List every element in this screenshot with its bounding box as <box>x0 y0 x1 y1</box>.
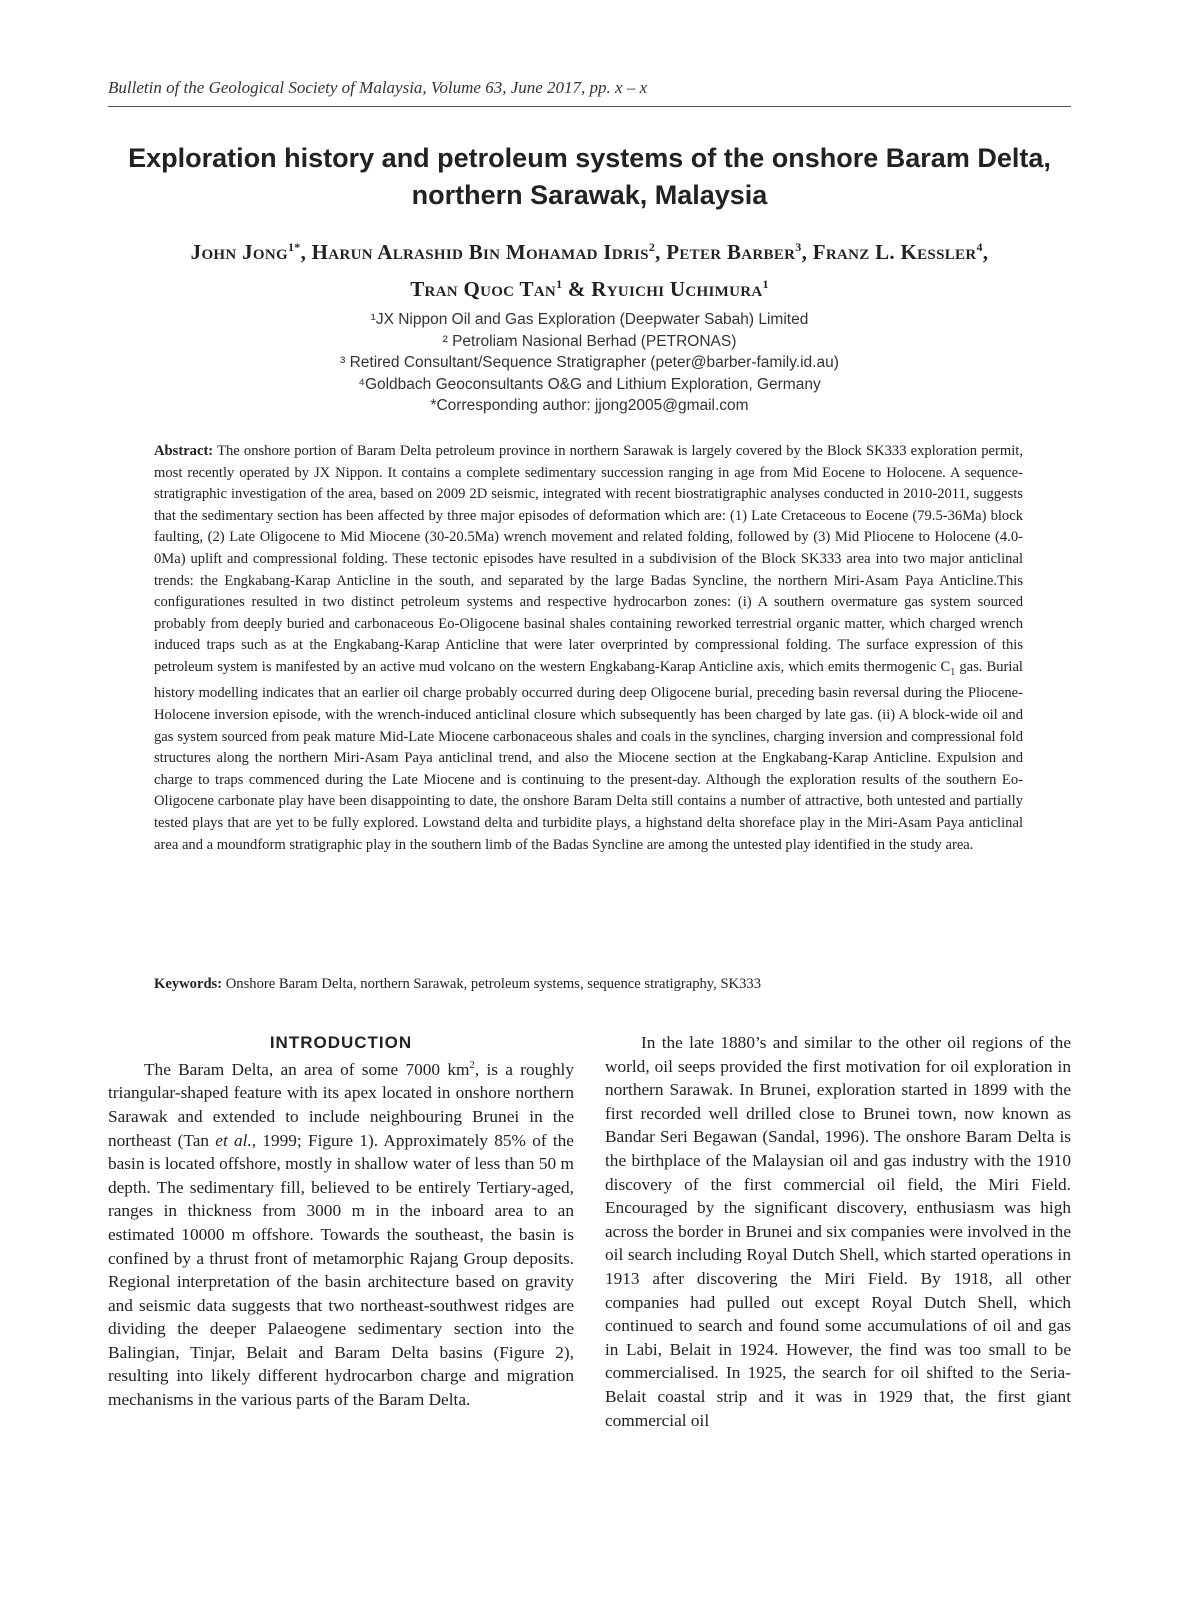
author-name: Peter Barber <box>666 240 796 264</box>
abstract-text: The onshore portion of Baram Delta petroleum province in northern Sarawak is largely covered by the Block SK333 exploration permit, most recently operated by JX Nippon. It contains a complete sedimentary succession ranging in age from Mid Eocene to Holocene. A sequence-stratigraphic investigation of the area, based on 2009 2D seismic, integrated with recent biostratigraphic analyses conducted in 2010-2011, suggests that the sedimentary section has been affected by three major episodes of deformation which are: (1) Late Cretaceous to Eocene (79.5-36Ma) block faulting, (2) Late Oligocene to Mid Miocene (30-20.5Ma) wrench movement and related folding, followed by (3) Mid Pliocene to Holocene (4.0-0Ma) uplift and compressional folding. These tectonic episodes have resulted in a subdivision of the Block SK333 area into two major anticlinal trends: the Engkabang-Karap Anticline in the south, and separated by the large Badas Syncline, the northern Miri-Asam Paya Anticline.This configurationes resulted in two distinct petroleum systems and respective hydrocarbon zones: (i) A southern overmature gas system sourced probably from deeply buried and carbonaceous Eo-Oligocene basinal shales containing reworked terrestrial organic matter, which charged wrench induced traps such as at the Engkabang-Karap Anticline that were later overprinted by compressional folding. The surface expression of this petroleum system is manifested by an active mud volcano on the western Engkabang-Karap Anticline axis, which emits thermogenic C <box>154 443 1023 675</box>
paragraph-text: The Baram Delta, an area of some 7000 km <box>144 1059 470 1079</box>
author-affiliation-mark: 1 <box>556 277 563 291</box>
paper-title: Exploration history and petroleum systems of the onshore Baram Delta, northern Sarawak, Malaysia <box>128 143 1051 210</box>
corresponding-author: *Corresponding author: jjong2005@gmail.com <box>430 397 749 414</box>
section-heading: INTRODUCTION <box>269 1033 413 1052</box>
author-name: Tran Quoc Tan <box>410 277 557 301</box>
body-column-left <box>108 1031 574 1412</box>
abstract <box>154 441 1023 856</box>
author-affiliation-mark: 1* <box>287 240 301 254</box>
affiliation-line: ¹JX Nippon Oil and Gas Exploration (Deepwater Sabah) Limited <box>370 311 809 328</box>
keywords <box>154 973 1023 995</box>
affiliation-line: ³ Retired Consultant/Sequence Stratigrapher (peter@barber-family.id.au) <box>340 354 839 371</box>
abstract-label: Abstract: <box>154 443 214 459</box>
author-separator: , <box>655 240 667 264</box>
running-header: Bulletin of the Geological Society of Malaysia, Volume 63, June 2017, pp. x – x <box>108 78 1071 107</box>
paragraph-text: , is a roughly triangular-shaped feature with its apex located in onshore northern Sarawak and extended to include neighbouring Brunei in the northeast (Tan <box>108 1059 574 1150</box>
affiliation-line: ² Petroliam Nasional Berhad (PETRONAS) <box>442 332 737 350</box>
author-name: Ryuichi Uchimura <box>591 277 763 301</box>
body-paragraph <box>108 1054 574 1412</box>
author-separator: , <box>300 240 312 264</box>
paragraph-text: , 1999; Figure 1). Approximately 85% of the basin is located offshore, mostly in shallow water of less than 50 m depth. The sedimentary fill, believed to be entirely Tertiary-aged, ranges in thickness from 3000 m in the inboard area to an estimated 10000 m offshore. Towards the southeast, the basin is confined by a thrust front of metamorphic Rajang Group deposits. Regional interpretation of the basin architecture based on gravity and seismic data suggests that two northeast-southwest ridges are dividing the deeper Palaeogene sedimentary section into the Balingian, Tinjar, Belait and Baram Delta basins (Figure 2), resulting into likely different hydrocarbon charge and migration mechanisms in the various parts of the Baram Delta. <box>108 1130 574 1410</box>
superscript: 2 <box>469 1059 475 1071</box>
body-paragraph: In the late 1880’s and similar to the other oil regions of the world, oil seeps provided the first motivation for oil exploration in northern Sarawak. In Brunei, exploration started in 1899 with the first recorded well drilled close to Brunei town, now known as Bandar Seri Begawan (Sandal, 1996). The onshore Baram Delta is the birthplace of the Malaysian oil and gas industry with the 1910 discovery of the first commercial oil field, the Miri Field. Encouraged by the significant discovery, enthusiasm was high across the border in Brunei and six companies were involved in the oil search including Royal Dutch Shell, which started operations in 1913 after discovering the Miri Field. By 1918, all other companies had pulled out except Royal Dutch Shell, which continued to search and found some accumulations of oil and gas in Labi, Belait in 1924. However, the find was too small to be commercialised. In 1925, the search for oil shifted to the Seria-Belait coastal strip and it was in 1929 that, the first giant commercial oil <box>605 1033 1071 1430</box>
author-affiliation-mark: 3 <box>795 240 802 254</box>
author-separator: , <box>801 240 813 264</box>
author-name: John Jong <box>190 240 288 264</box>
body-column-right <box>605 1031 1071 1432</box>
author-name: Harun Alrashid Bin Mohamad Idris <box>311 240 649 264</box>
abstract-text-continued: gas. Burial history modelling indicates that an earlier oil charge probably occurred during deep Oligocene burial, preceding basin reversal during the Pliocene-Holocene inversion episode, with the wrench-induced anticlinal closure which subsequently has been charged by late gas. (ii) A block-wide oil and gas system sourced from peak mature Mid-Late Miocene carbonaceous shales and coals in the synclines, charging inversion and compressional fold structures along the northern Miri-Asam Paya anticlinal trend, and also the Miocene section at the Engkabang-Karap Anticline. Expulsion and charge to traps commenced during the Late Miocene and is continuing to the present-day. Although the exploration results of the southern Eo-Oligocene carbonate play have been disappointing to date, the onshore Baram Delta still contains a number of attractive, both untested and partially tested plays that are yet to be fully explored. Lowstand delta and turbidite plays, a highstand delta shoreface play in the Miri-Asam Paya anticlinal area and a moundform stratigraphic play in the southern limb of the Badas Syncline are among the untested play identified in the study area. <box>154 658 1023 853</box>
citation-etal: et al. <box>215 1130 252 1150</box>
author-affiliation-mark: 4 <box>976 240 983 254</box>
affiliation-line: ⁴Goldbach Geoconsultants O&G and Lithium Exploration, Germany <box>358 375 821 393</box>
author-separator: , <box>982 240 989 264</box>
author-list <box>108 231 1071 305</box>
keywords-label: Keywords: <box>154 976 223 992</box>
keywords-text: Onshore Baram Delta, northern Sarawak, petroleum systems, sequence stratigraphy, SK333 <box>222 976 761 992</box>
author-name: Franz L. Kessler <box>812 240 977 264</box>
abstract-subscript: 1 <box>950 666 956 678</box>
affiliation-list <box>108 309 1071 417</box>
author-separator: & <box>562 277 592 301</box>
author-affiliation-mark: 2 <box>648 240 656 254</box>
author-affiliation-mark: 1 <box>762 277 769 291</box>
